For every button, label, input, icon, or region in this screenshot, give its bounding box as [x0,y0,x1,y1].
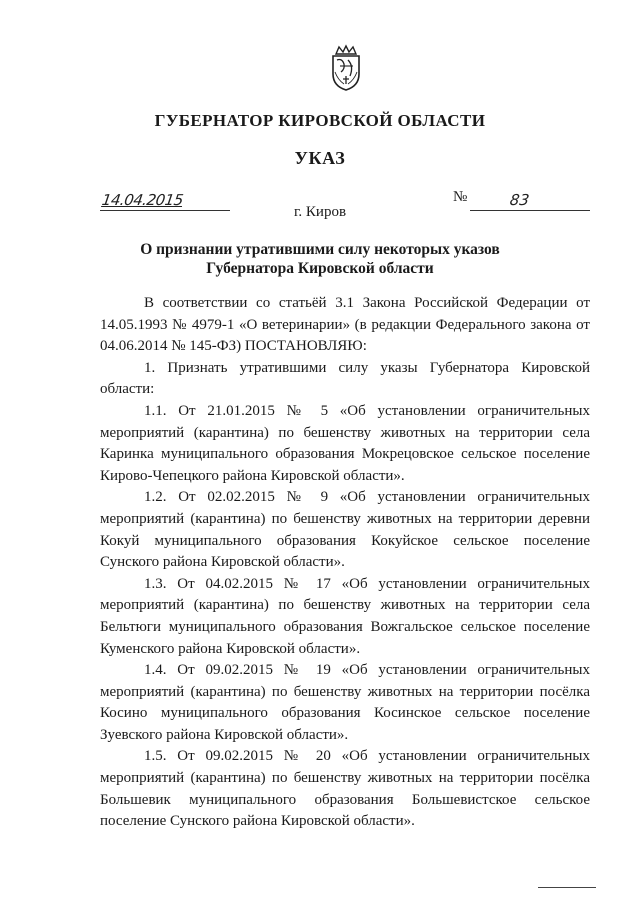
clause-1-3: 1.3. От 04.02.2015 № 17 «Об установлении ограничительных мероприятий (карантина) по бешенству животных на территории села Бельтюги муниципального образования Вожгальское сельское поселение Куменского района Кировской области». [100,575,590,657]
document-title-line-2: Губернатора Кировской области [206,260,434,277]
clause-1-4: 1.4. От 09.02.2015 № 19 «Об установлении ограничительных мероприятий (карантина) по бешенству животных на территории посёлка Косино муниципального образования Косинское сельское поселение Зуевского района Кировской области». [100,662,590,743]
clause-1-5: 1.5. От 09.02.2015 № 20 «Об установлении ограничительных мероприятий (карантина) по бешенству животных на территории посёлка Большевик муниципального образования Большевистское сельское поселение Сунского района Кировской области». [100,748,590,830]
handwritten-number: 83 [508,191,531,209]
document-type: УКАЗ [294,148,346,168]
clause-1: 1. Признать утратившими силу указы Губернатора Кировской области: [100,359,590,398]
page-footer-line [538,887,596,888]
handwritten-date: 14.04.2015 [100,191,185,209]
city-of-issue: г. Киров [293,204,347,220]
kirov-oblast-coat-of-arms-icon [326,44,366,92]
number-sign: № [453,189,468,205]
clause-1-1: 1.1. От 21.01.2015 № 5 «Об установлении ограничительных мероприятий (карантина) по бешенству животных на территории села Каринка муниципального образования Мокрецовское сельское поселение Кирово-Чепецкого района Кировской области». [100,402,590,484]
document-title [0,240,640,278]
clause-1-2: 1.2. От 02.02.2015 № 9 «Об установлении ограничительных мероприятий (карантина) по бешенству животных на территории деревни Кокуй муниципального образования Кокуйское сельское поселение Сунского района Кировской области». [100,489,590,571]
issuing-authority: ГУБЕРНАТОР КИРОВСКОЙ ОБЛАСТИ [154,111,486,130]
document-body [100,293,590,833]
document-title-line-1: О признании утратившими силу некоторых указов [140,241,500,258]
preamble-paragraph: В соответствии со статьёй 3.1 Закона Российской Федерации от 14.05.1993 № 4979-1 «О ветеринарии» (в редакции Федерального закона от 04.06.2014 № 145-ФЗ) ПОСТАНОВЛЯЮ: [100,295,590,355]
